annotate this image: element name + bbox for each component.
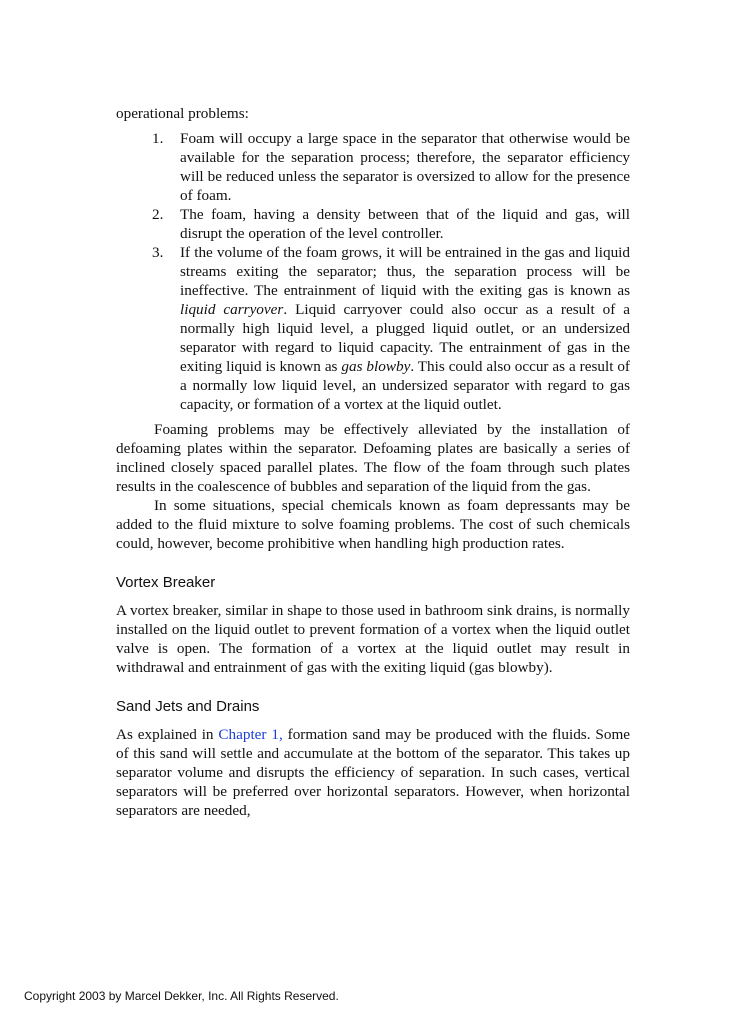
paragraph-foaming: Foaming problems may be effectively alleviated by the installation of defoaming plates within the separator. Defoaming plates are basically a series of inclined closely spaced parallel plates. The flow of the foam through such plates results in the coalescence of bubbles and separation of the liquid from the gas. bbox=[116, 421, 630, 495]
problems-list bbox=[116, 129, 630, 414]
list-item bbox=[116, 243, 630, 414]
paragraph-sand-jets bbox=[116, 725, 630, 820]
chapter-1-link[interactable]: Chapter 1, bbox=[218, 726, 283, 743]
list-item bbox=[116, 129, 630, 205]
heading-sand-jets: Sand Jets and Drains bbox=[116, 698, 260, 715]
intro-text: operational problems: bbox=[116, 105, 249, 122]
list-item-text: The foam, having a density between that of the liquid and gas, will disrupt the operation of the level controller. bbox=[180, 206, 630, 242]
paragraph-chemicals: In some situations, special chemicals known as foam depressants may be added to the fluid mixture to solve foaming problems. The cost of such chemicals could, however, become prohibitive when handling high production rates. bbox=[116, 497, 630, 552]
term-liquid-carryover: liquid carryover bbox=[180, 301, 284, 318]
list-item-text: Foam will occupy a large space in the separator that otherwise would be available for the separation process; therefore, the separator efficiency will be reduced unless the separator is oversized to allow for the presence of foam. bbox=[180, 130, 630, 204]
list-item-number: 2. bbox=[152, 206, 164, 223]
sand-text-post: formation sand may be produced with the fluids. Some of this sand will settle and accumulate at the bottom of the separator. This takes up separator volume and disrupts the efficiency of separation. In such cases, vertical separators will be preferred over horizontal separators. However, when horizontal separators are needed, bbox=[116, 726, 630, 819]
copyright-footer: Copyright 2003 by Marcel Dekker, Inc. All Rights Reserved. bbox=[24, 989, 339, 1003]
list-item-number: 3. bbox=[152, 244, 164, 261]
page-content bbox=[116, 104, 630, 820]
heading-vortex-breaker: Vortex Breaker bbox=[116, 574, 216, 591]
list-item-text-a: If the volume of the foam grows, it will be entrained in the gas and liquid streams exiting the separator; thus, the separation process will be ineffective. The entrainment of liquid with the exiting gas is known as bbox=[180, 244, 630, 299]
term-gas-blowby: gas blowby bbox=[341, 358, 411, 375]
sand-text-pre: As explained in bbox=[116, 726, 219, 743]
list-item bbox=[116, 205, 630, 243]
list-item-text-b: . Liquid carryover could also occur as a result of a normally high liquid level, a plugged liquid outlet, or an undersized separator with regard to liquid capacity. The entrainment of gas in the exiting liquid is known as bbox=[180, 301, 631, 375]
list-item-number: 1. bbox=[152, 130, 164, 147]
list-item-text-c: . This could also occur as a result of a normally low liquid level, an undersized separator with regard to gas capacity, or formation of a vortex at the liquid outlet. bbox=[180, 358, 630, 413]
paragraph-vortex-breaker: A vortex breaker, similar in shape to those used in bathroom sink drains, is normally installed on the liquid outlet to prevent formation of a vortex when the liquid outlet valve is open. The formation of a vortex at the liquid outlet may result in withdrawal and entrainment of gas with the exiting liquid (gas blowby). bbox=[116, 602, 630, 676]
